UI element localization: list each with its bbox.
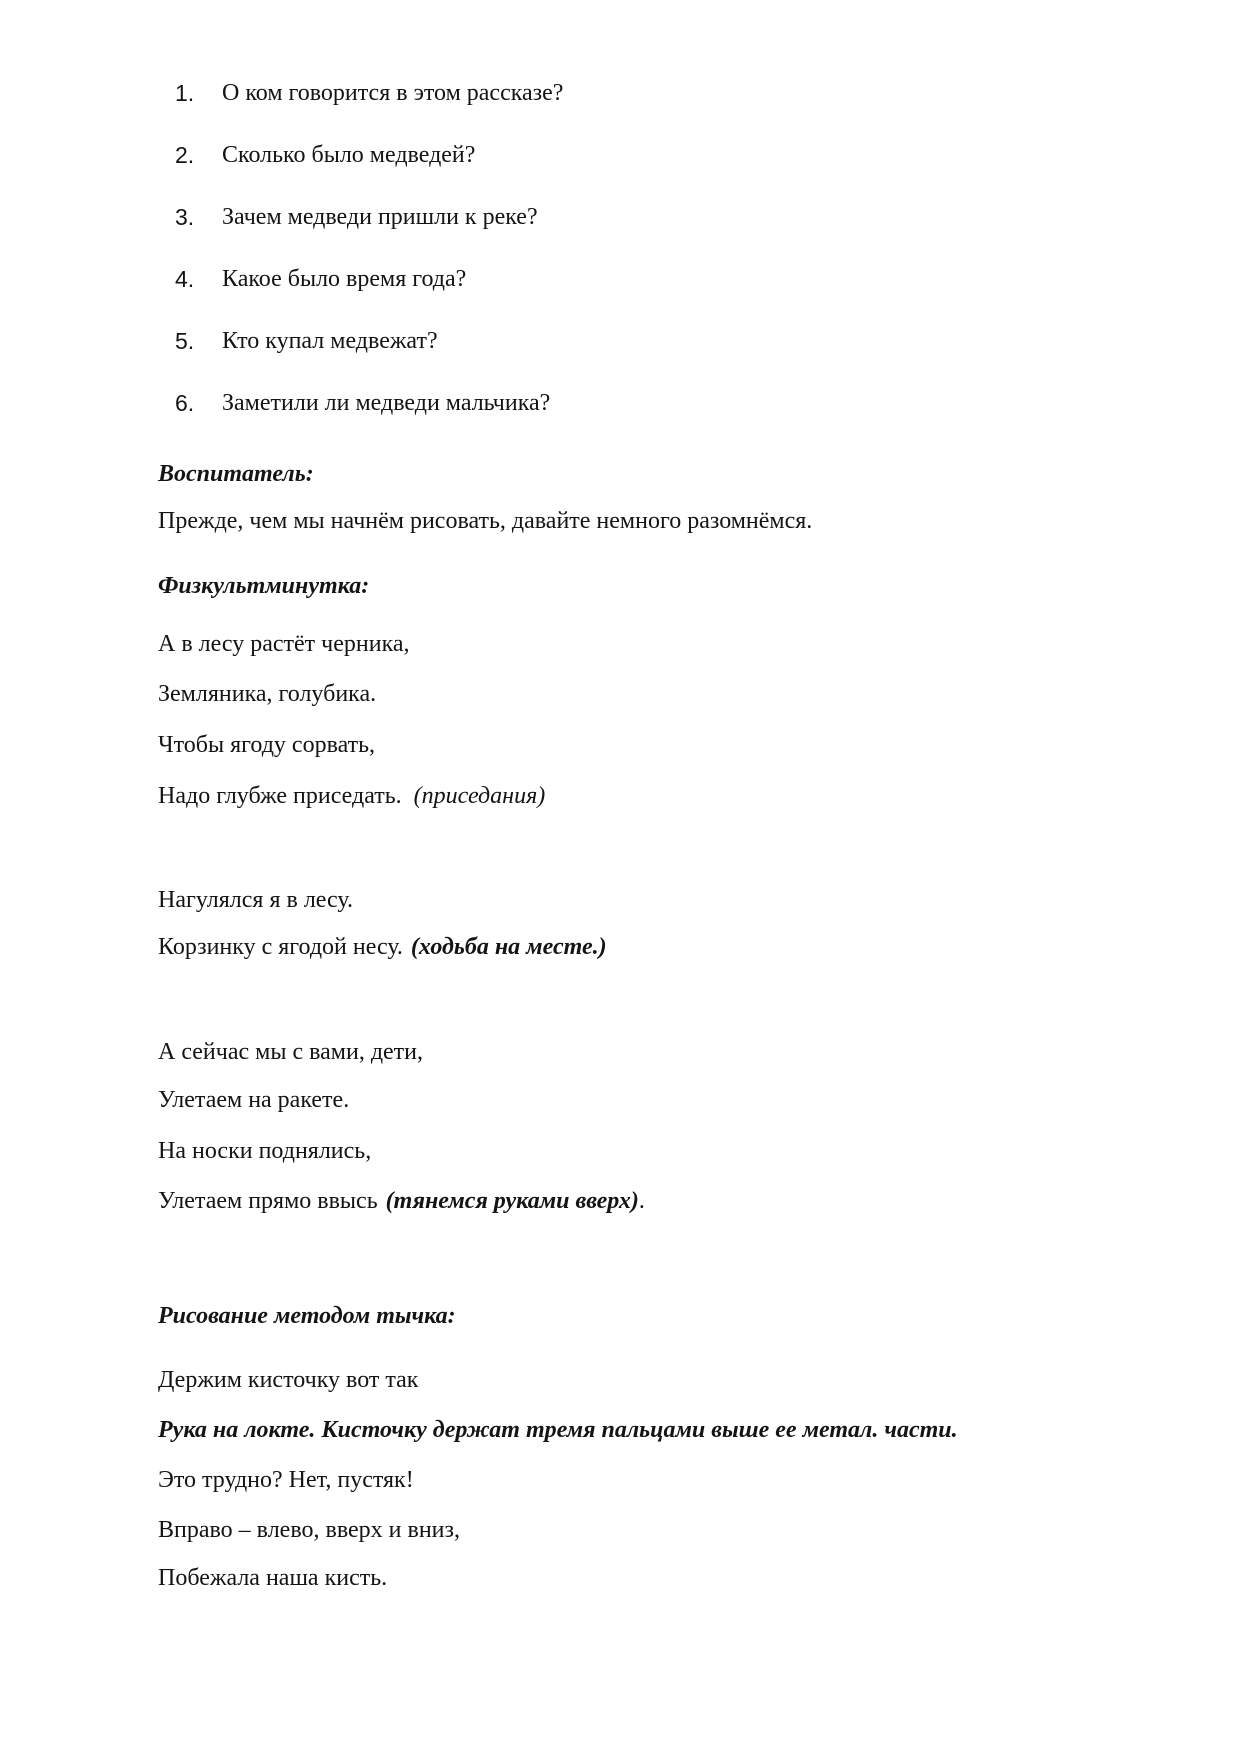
teacher-heading: Воспитатель: (158, 461, 314, 487)
question-item-4 (158, 266, 1100, 292)
warmup-stanza1-line4-note: (приседания) (413, 783, 546, 809)
warmup-stanza1-line1: А в лесу растёт черника, (158, 631, 410, 657)
drawing-line2: Рука на локте. Кисточку держат тремя пальцами выше ее метал. части. (158, 1417, 958, 1443)
teacher-text: Прежде, чем мы начнём рисовать, давайте немного разомнёмся. (158, 508, 813, 534)
question-item-1 (158, 80, 1100, 106)
question-number: 6. (175, 390, 195, 416)
question-item-5 (158, 328, 1100, 354)
question-item-6 (158, 390, 1100, 416)
question-item-2 (158, 142, 1100, 168)
warmup-stanza1-line4 (158, 783, 1100, 809)
warmup-stanza1-line4-text: Надо глубже приседать. (158, 783, 402, 809)
warmup-stanza2-line1: Нагулялся я в лесу. (158, 887, 353, 913)
questions-list (158, 80, 1100, 416)
warmup-stanza1-line2: Земляника, голубика. (158, 681, 377, 707)
warmup-stanza3-line4-tail: . (638, 1188, 645, 1214)
drawing-heading: Рисование методом тычка: (158, 1303, 456, 1329)
warmup-stanza2-line2-text: Корзинку с ягодой несу. (158, 934, 403, 960)
drawing-line1: Держим кисточку вот так (158, 1367, 419, 1393)
question-number: 2. (175, 142, 195, 168)
warmup-stanza3-line4-note: (тянемся руками вверх) (385, 1188, 639, 1214)
warmup-stanza1-line3: Чтобы ягоду сорвать, (158, 732, 376, 758)
warmup-stanza3-line1: А сейчас мы с вами, дети, (158, 1039, 424, 1065)
warmup-stanza3-line3: На носки поднялись, (158, 1138, 372, 1164)
question-number: 3. (175, 204, 195, 230)
question-number: 4. (175, 266, 195, 292)
drawing-line4: Вправо – влево, вверх и вниз, (158, 1517, 461, 1543)
question-number: 1. (175, 80, 195, 106)
warmup-stanza2-line2-note: (ходьба на месте.) (410, 934, 607, 960)
question-text: О ком говорится в этом рассказе? (222, 80, 564, 106)
question-number: 5. (175, 328, 195, 354)
question-item-3 (158, 204, 1100, 230)
question-text: Заметили ли медведи мальчика? (222, 390, 551, 416)
question-text: Кто купал медвежат? (222, 328, 438, 354)
warmup-stanza3-line4-text: Улетаем прямо ввысь (158, 1188, 378, 1214)
question-text: Какое было время года? (222, 266, 467, 292)
drawing-line5: Побежала наша кисть. (158, 1565, 388, 1591)
question-text: Сколько было медведей? (222, 142, 476, 168)
warmup-stanza3-line2: Улетаем на ракете. (158, 1087, 350, 1113)
warmup-stanza3-line4 (158, 1188, 1100, 1214)
warmup-heading: Физкультминутка: (158, 573, 370, 599)
drawing-line3: Это трудно? Нет, пустяк! (158, 1467, 414, 1493)
question-text: Зачем медведи пришли к реке? (222, 204, 538, 230)
warmup-stanza2-line2 (158, 934, 1100, 960)
